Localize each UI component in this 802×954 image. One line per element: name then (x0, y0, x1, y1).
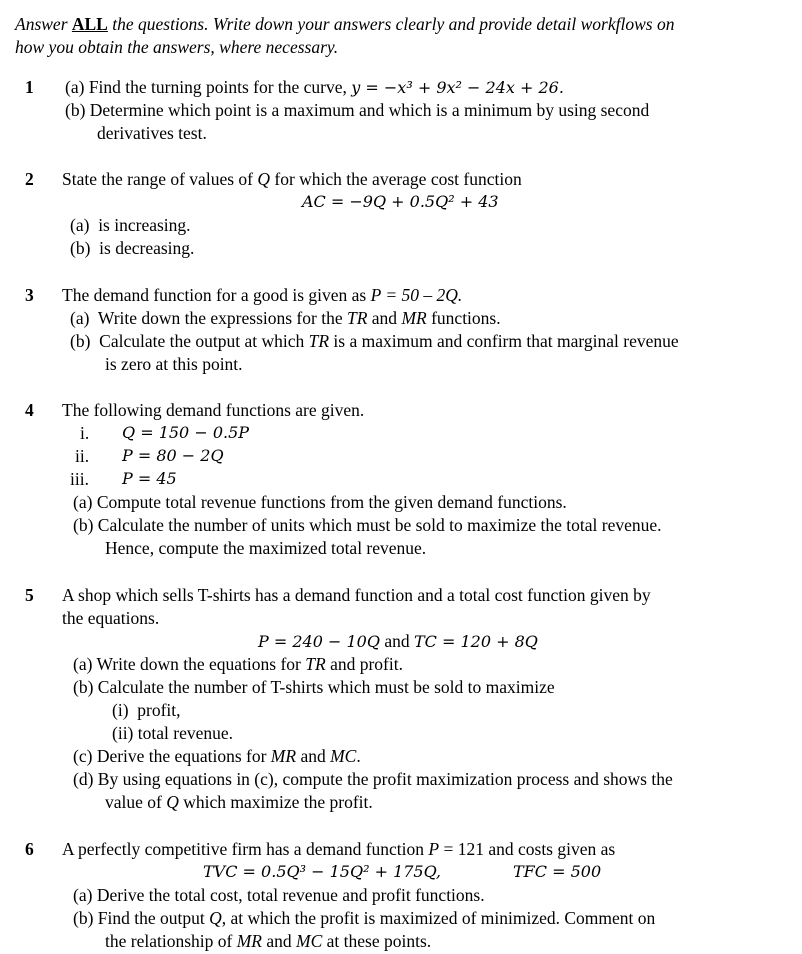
part-label: (c) (73, 746, 93, 766)
part-text: Write down the expressions for the (97, 308, 347, 328)
part-text: profit, (137, 700, 181, 720)
part-text: Calculate the output at which (99, 331, 309, 351)
equation: AC = −9Q + 0.5Q² + 43 (302, 192, 499, 211)
equation: y = −x³ + 9x² − 24x + 26. (351, 78, 564, 97)
part-text: functions. (426, 308, 501, 328)
variable: Q (209, 908, 222, 928)
part-text: which maximize the profit. (178, 792, 373, 812)
part-text: Write down the equations for (96, 654, 306, 674)
question-number: 2 (25, 169, 34, 189)
conjunction: and (379, 631, 414, 651)
part-text: the relationship of (105, 931, 237, 951)
question-4-stem: The following demand functions are given. (62, 400, 365, 420)
question-6b (73, 907, 655, 929)
question-number: 3 (25, 285, 34, 305)
question-3b-cont: is zero at this point. (105, 354, 243, 374)
question-5b (73, 676, 555, 698)
instructions-text: Answer (15, 14, 72, 34)
part-label: (a) (73, 654, 93, 674)
part-text: Find the turning points for the curve, (88, 77, 352, 97)
part-text: Compute total revenue functions from the given demand functions. (96, 492, 567, 512)
question-6-stem (62, 838, 615, 860)
question-3a (70, 307, 501, 329)
tvc-equation: TVC = 0.5Q³ − 15Q² + 175Q, (203, 862, 442, 881)
instructions-emphasis: ALL (71, 14, 108, 34)
variable: MR (270, 746, 297, 766)
equation (258, 630, 538, 653)
variable: MC (296, 931, 323, 951)
function-label: i. (80, 423, 90, 443)
question-1a (65, 76, 564, 99)
part-text: . (356, 746, 361, 766)
question-5c (73, 745, 361, 767)
function-label: iii. (70, 469, 89, 489)
question-2-stem (62, 168, 522, 190)
question-4a (73, 491, 567, 513)
question-1b-cont: derivatives test. (97, 123, 207, 143)
part-text: at these points. (322, 931, 432, 951)
part-text: and (261, 931, 297, 951)
stem-text: The demand function for a good is given as (62, 285, 371, 305)
question-1b (65, 99, 649, 121)
instructions-line-2: how you obtain the answers, where necessary. (15, 37, 339, 57)
cost-equation: TC = 120 + 8Q (413, 632, 538, 651)
part-label: (a) (70, 215, 90, 235)
question-6a (73, 884, 485, 906)
part-text: is a maximum and confirm that marginal revenue (329, 331, 679, 351)
question-number: 6 (25, 839, 34, 859)
part-label: (a) (73, 885, 93, 905)
variable: Q (257, 169, 270, 189)
part-text: Derive the total cost, total revenue and profit functions. (96, 885, 485, 905)
variable: MR (236, 931, 262, 951)
equation: P = 45 (122, 469, 177, 488)
question-4b-cont: Hence, compute the maximized total revenue. (105, 538, 427, 558)
part-label: (b) (73, 677, 94, 697)
function-label: ii. (75, 446, 90, 466)
stem-text: State the range of values of (62, 169, 258, 189)
question-4b (73, 514, 662, 536)
question-2b (70, 237, 194, 259)
variable: TR (308, 331, 330, 351)
demand-equation: P = 240 − 10Q (258, 632, 380, 651)
equation: P = 50 – 2Q. (370, 285, 463, 305)
stem-text: A perfectly competitive firm has a demand function (62, 839, 429, 859)
question-5-stem: A shop which sells T-shirts has a demand function and a total cost function given by (62, 585, 651, 605)
part-text: and profit. (325, 654, 403, 674)
question-3-stem (62, 284, 462, 306)
stem-text: for which the average cost function (270, 169, 522, 189)
part-label: (ii) (112, 723, 134, 743)
part-text: Calculate the number of T-shirts which must be sold to maximize (97, 677, 555, 697)
equation: P = 80 − 2Q (122, 446, 224, 465)
question-5b-ii (112, 722, 233, 744)
part-label: (a) (65, 77, 85, 97)
part-label: (b) (65, 100, 86, 120)
part-label: (b) (70, 331, 91, 351)
variable: MC (330, 746, 357, 766)
part-text: is increasing. (98, 215, 191, 235)
part-text: is decreasing. (99, 238, 195, 258)
part-label: (d) (73, 769, 94, 789)
part-text: value of (105, 792, 167, 812)
part-label: (b) (73, 515, 94, 535)
part-text: , at which the profit is maximized of minimized. Comment on (221, 908, 656, 928)
part-text: By using equations in (c), compute the profit maximization process and shows the (97, 769, 673, 789)
question-2a (70, 214, 191, 236)
part-text: and (296, 746, 331, 766)
instructions-text: the questions. Write down your answers clearly and provide detail workflows on (107, 14, 675, 34)
question-number: 4 (25, 400, 34, 420)
tfc-equation: TFC = 500 (513, 862, 602, 881)
question-5d-cont (105, 791, 373, 813)
part-label: (a) (70, 308, 90, 328)
variable: TR (346, 308, 368, 328)
question-3b (70, 330, 679, 352)
question-5-stem-cont: the equations. (62, 608, 160, 628)
question-5a (73, 653, 403, 675)
question-number: 1 (25, 77, 34, 97)
instructions-line-1 (15, 13, 674, 35)
equation: Q = 150 − 0.5P (122, 423, 250, 442)
question-number: 5 (25, 585, 34, 605)
variable: MR (401, 308, 427, 328)
part-text: Calculate the number of units which must be sold to maximize the total revenue. (97, 515, 662, 535)
variable: Q (166, 792, 179, 812)
question-6b-cont (105, 930, 431, 952)
part-label: (b) (73, 908, 94, 928)
variable: P (428, 839, 440, 859)
part-text: Determine which point is a maximum and which is a minimum by using second (89, 100, 650, 120)
question-5d (73, 768, 673, 790)
part-text: and (367, 308, 402, 328)
part-text: Derive the equations for (96, 746, 271, 766)
part-label: (a) (73, 492, 93, 512)
part-label: (b) (70, 238, 91, 258)
part-label: (i) (112, 700, 129, 720)
stem-text: = 121 and costs given as (439, 839, 616, 859)
part-text: total revenue. (137, 723, 233, 743)
question-5b-i (112, 699, 181, 721)
variable: TR (305, 654, 326, 674)
part-text: Find the output (97, 908, 210, 928)
